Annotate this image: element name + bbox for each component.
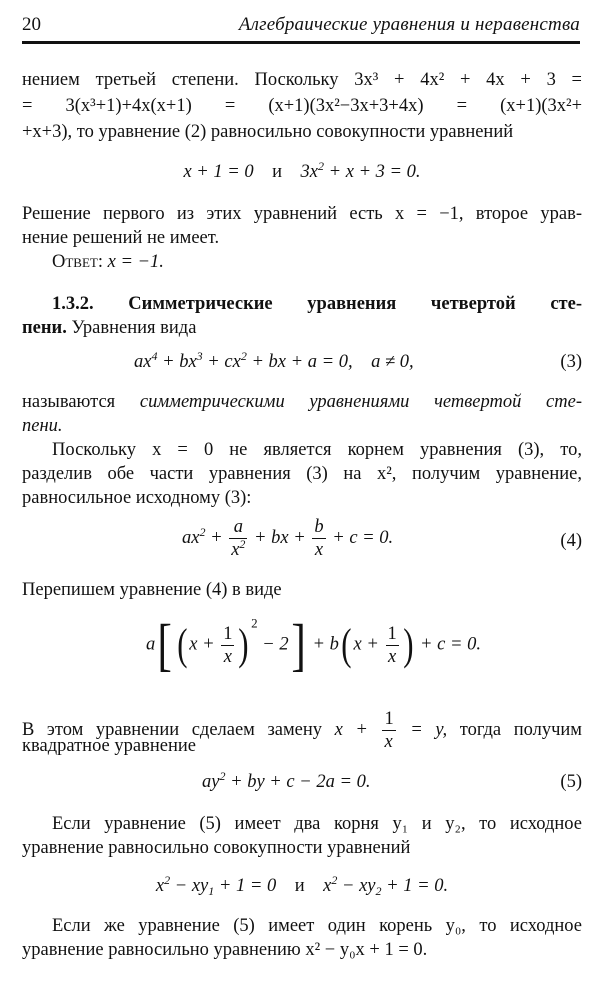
equation-5-number: (5) — [560, 772, 582, 792]
paragraph4-line-1: Если же уравнение (5) имеет один корень y₀, то исходное — [52, 916, 582, 936]
fraction-a-over-x2: $\frac{a}{x^2}$ — [231, 517, 246, 560]
section-heading-line-2 — [22, 316, 582, 340]
fraction-1-over-x-c: $\frac{1}{x}$ — [384, 709, 394, 752]
text-line-3: +x+3), то уравнение (2) равносильно совокупности уравнений — [22, 122, 514, 142]
answer-line — [52, 250, 582, 274]
definition-term-2: пени. — [22, 416, 63, 436]
definition-term-1: симметрическими уравнениями четвертой сте- — [139, 392, 583, 412]
substitution-line-1: В этом уравнении сделаем замену x + $\frac{1}{x}$ = y, тогда получим — [22, 709, 583, 752]
section-heading-line-1 — [52, 292, 582, 316]
equation-pair-2: $x^2 - xy_1 + 1 = 0$ и $x^2 - xy_2 + 1 = 0$. — [155, 873, 449, 898]
equation-pair-2-and: и — [294, 876, 305, 896]
section-title-part-1: Симметрические уравнения четвертой сте- — [128, 294, 582, 314]
text-line-1: нением третьей степени. Поскольку 3x³ + 4x² + 4x + 3 = — [22, 70, 582, 90]
paragraph4-line-2: уравнение равносильно уравнению x² − y₀x + 1 = 0. — [22, 940, 428, 960]
rewritten-equation: a[ ( x + $\frac{1}{x}$ ) $^2$ − 2] + b( x + $\frac{1}{x}$ ) + c = 0. — [146, 612, 481, 677]
equation-pair-1-and: и — [272, 162, 283, 182]
equation-pair-1: x + 1 = 0 и $3x^2 + x + 3 = 0$. — [183, 159, 421, 182]
solution-line-1: Решение первого из этих уравнений есть x = −1, второе урав- — [22, 204, 582, 224]
paragraph2-line-2: разделив обе части уравнения (3) на x², получим уравнение, — [22, 464, 582, 484]
fraction-1-over-x-b: $\frac{1}{x}$ — [387, 623, 397, 667]
solution-line-2: нение решений не имеет. — [22, 228, 220, 248]
paragraph2-line-3: равносильное исходному (3): — [22, 488, 252, 508]
text-line-2: = 3(x³+1)+4x(x+1) = (x+1)(3x²−3x+3+4x) = (x+1)(3x²+ — [22, 96, 582, 116]
textbook-page: 20 Алгебраические уравнения и неравенства нением третьей степени. Поскольку 3x³ + 4x² + 4x + 3 = = 3(x³+1)+4x(x+1) = (x+1)(3x²−3x+3+4x) = (x+1)(3x²+ +x+3), то уравнение (2) равносильно совокупности уравнений x + 1 = 0 и $3x^2 + x + 3 = 0$. Решение первого из этих уравнений есть x = −1, второе урав- нение решений не имеет. Ответ: x = −1. 1.3.2. Симметрические уравнения четвертой сте- пени. Уравнения вида $ax^4 + bx^3 + cx^2$ + bx + a = 0, a ≠ 0, (3) называются симметрическими уравнениями четвертой сте- пени. Поскольку x = 0 не является корнем уравнения (3), то, разделив обе части уравнения (3) на x², получим уравнение, равносильное исходному (3): $ax^2$ + $\frac{a}{x^2}$ + bx + $\frac{b}{x}$ + c = 0. (4) Перепишем уравнение (4) в виде a[ ( x + $\frac{1}{x}$ ) $^2$ − 2] + b( x + $\frac{1}{x}$ ) + c = 0. В этом уравнении сделаем замену x + $\frac{1}{x}$ = y, тогда получим квадратное уравнение $ay^2$ + by + c − 2a = 0. (5) Если уравнение (5) имеет два корня y₁ и y₂, то исходное уравнение равносильно совокупности уравнений $x^2 - xy_1 + 1 = 0$ и $x^2 - xy_2 + 1 = 0$. Если же уравнение (5) имеет один корень y₀, то исходное уравнение равносильно уравнению x² − y₀x + 1 = 0. — [22, 14, 583, 960]
definition-line-1 — [22, 390, 582, 414]
substitution-line-2: квадратное уравнение — [22, 736, 196, 756]
rewrite-line: Перепишем уравнение (4) в виде — [22, 580, 282, 600]
paragraph3-line-1: Если уравнение (5) имеет два корня y₁ и y₂, то исходное — [52, 814, 582, 834]
equation-3-number: (3) — [560, 352, 582, 372]
substitution-tail: тогда получим — [459, 719, 583, 740]
section-number: 1.3.2. — [52, 294, 94, 314]
section-intro: Уравнения вида — [71, 318, 197, 338]
equation-4: $ax^2$ + $\frac{a}{x^2}$ + bx + $\frac{b}{x}$ + c = 0. (4) — [182, 517, 582, 560]
section-title-part-2: пени. — [22, 318, 67, 338]
paragraph3-line-2: уравнение равносильно совокупности уравнений — [22, 838, 411, 858]
paragraph2-line-1: Поскольку x = 0 не является корнем уравнения (3), то, — [52, 440, 582, 460]
answer-value: x = −1. — [107, 252, 164, 272]
fraction-1-over-x-a: $\frac{1}{x}$ — [223, 623, 233, 667]
definition-lead: называются — [22, 392, 116, 412]
running-title: Алгебраические уравнения и неравенства — [238, 14, 580, 35]
substitution-lead: В этом уравнении сделаем замену — [22, 719, 323, 740]
equation-4-number: (4) — [560, 531, 582, 551]
page-header — [22, 12, 580, 42]
answer-label: Ответ: — [52, 252, 103, 272]
header-rule — [22, 41, 580, 44]
page-number: 20 — [22, 14, 41, 35]
fraction-b-over-x: $\frac{b}{x}$ — [314, 517, 324, 560]
